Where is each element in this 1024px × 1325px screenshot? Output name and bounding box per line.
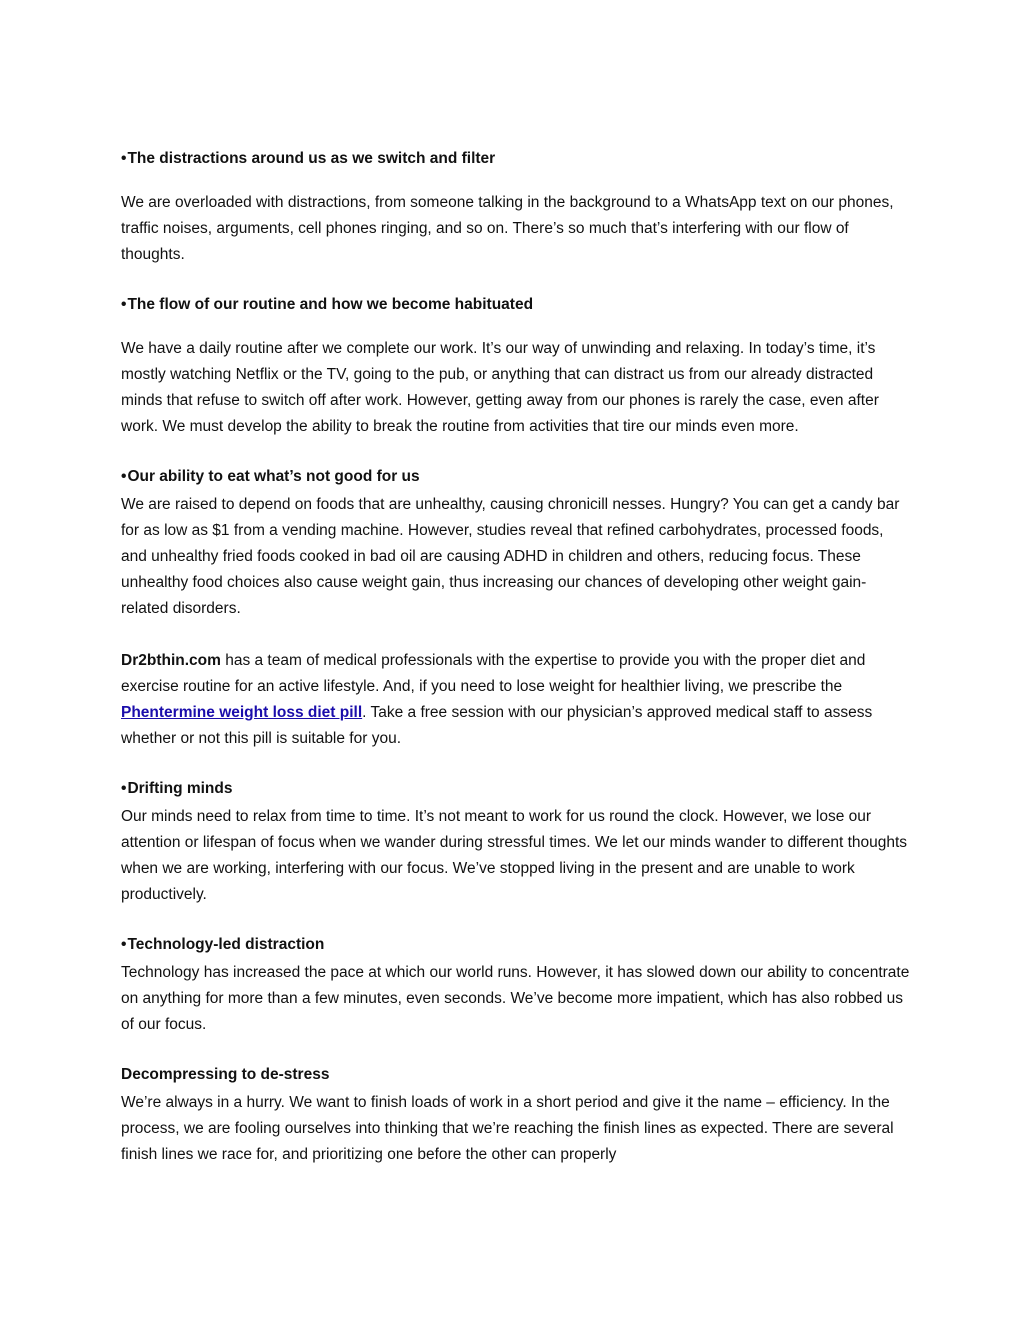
section-heading-text: The flow of our routine and how we become habituated [127,296,534,313]
section-body: Our minds need to relax from time to time. It’s not meant to work for us round the clock. However, we lose our attention or lifespan of focus when we wander during stressful times. We let our minds wander to different thoughts when we are working, interfering with our focus. We’ve stopped living in the present and are unable to work productively. [121,808,908,903]
brand-name: Dr2bthin.com [121,652,221,669]
bullet-icon: • [121,936,127,953]
section-body: We are raised to depend on foods that are unhealthy, causing chronicill nesses. Hungry? You can get a candy bar for as low as $1 from a vending machine. However, studies reveal that refined carbohydrates, processed foods, and unhealthy fried foods cooked in bad oil are causing ADHD in children and others, reducing focus. These unhealthy food choices also cause weight gain, thus increasing our chances of developing other weight gain-related disorders. [121,496,900,617]
promo-text-after-link: . Take a free session with our physician’s approved medical staff to assess whether or not this pill is suitable for you. [121,704,873,747]
bullet-icon: • [121,296,127,313]
section-heading [121,466,911,488]
section-heading [121,148,911,170]
bullet-icon: • [121,150,127,167]
section-body: We are overloaded with distractions, from someone talking in the background to a WhatsApp text on our phones, traffic noises, arguments, cell phones ringing, and so on. There’s so much that’s interfering with our flow of thoughts. [121,194,894,263]
section-heading-text: Technology-led distraction [127,936,325,953]
promo-paragraph [121,648,911,752]
section-heading [121,934,911,956]
section-heading-text: The distractions around us as we switch and filter [127,150,496,167]
section-heading: Decompressing to de-stress [121,1066,330,1083]
section-heading-text: Our ability to eat what’s not good for us [127,468,420,485]
section-body: We’re always in a hurry. We want to finish loads of work in a short period and give it the name – efficiency. In the process, we are fooling ourselves into thinking that we’re reaching the finish lines as expected. There are several finish lines we race for, and prioritizing one before the other can properly [121,1094,894,1163]
promo-text-before-link: has a team of medical professionals with the expertise to provide you with the proper diet and exercise routine for an active lifestyle. And, if you need to lose weight for healthier living, we prescribe the [121,652,866,695]
section-heading-text: Drifting minds [127,780,233,797]
section-heading [121,778,911,800]
section-heading [121,294,911,316]
document-page [121,148,911,1168]
section-body: Technology has increased the pace at which our world runs. However, it has slowed down our ability to concentrate on anything for more than a few minutes, even seconds. We’ve become more impatient, which has also robbed us of our focus. [121,964,910,1033]
section-body: We have a daily routine after we complete our work. It’s our way of unwinding and relaxing. In today’s time, it’s mostly watching Netflix or the TV, going to the pub, or anything that can distract us from our already distracted minds that refuse to switch off after work. However, getting away from our phones is rarely the case, even after work. We must develop the ability to break the routine from activities that tire our minds even more. [121,340,879,435]
phentermine-link[interactable]: Phentermine weight loss diet pill [121,704,363,721]
bullet-icon: • [121,468,127,485]
bullet-icon: • [121,780,127,797]
